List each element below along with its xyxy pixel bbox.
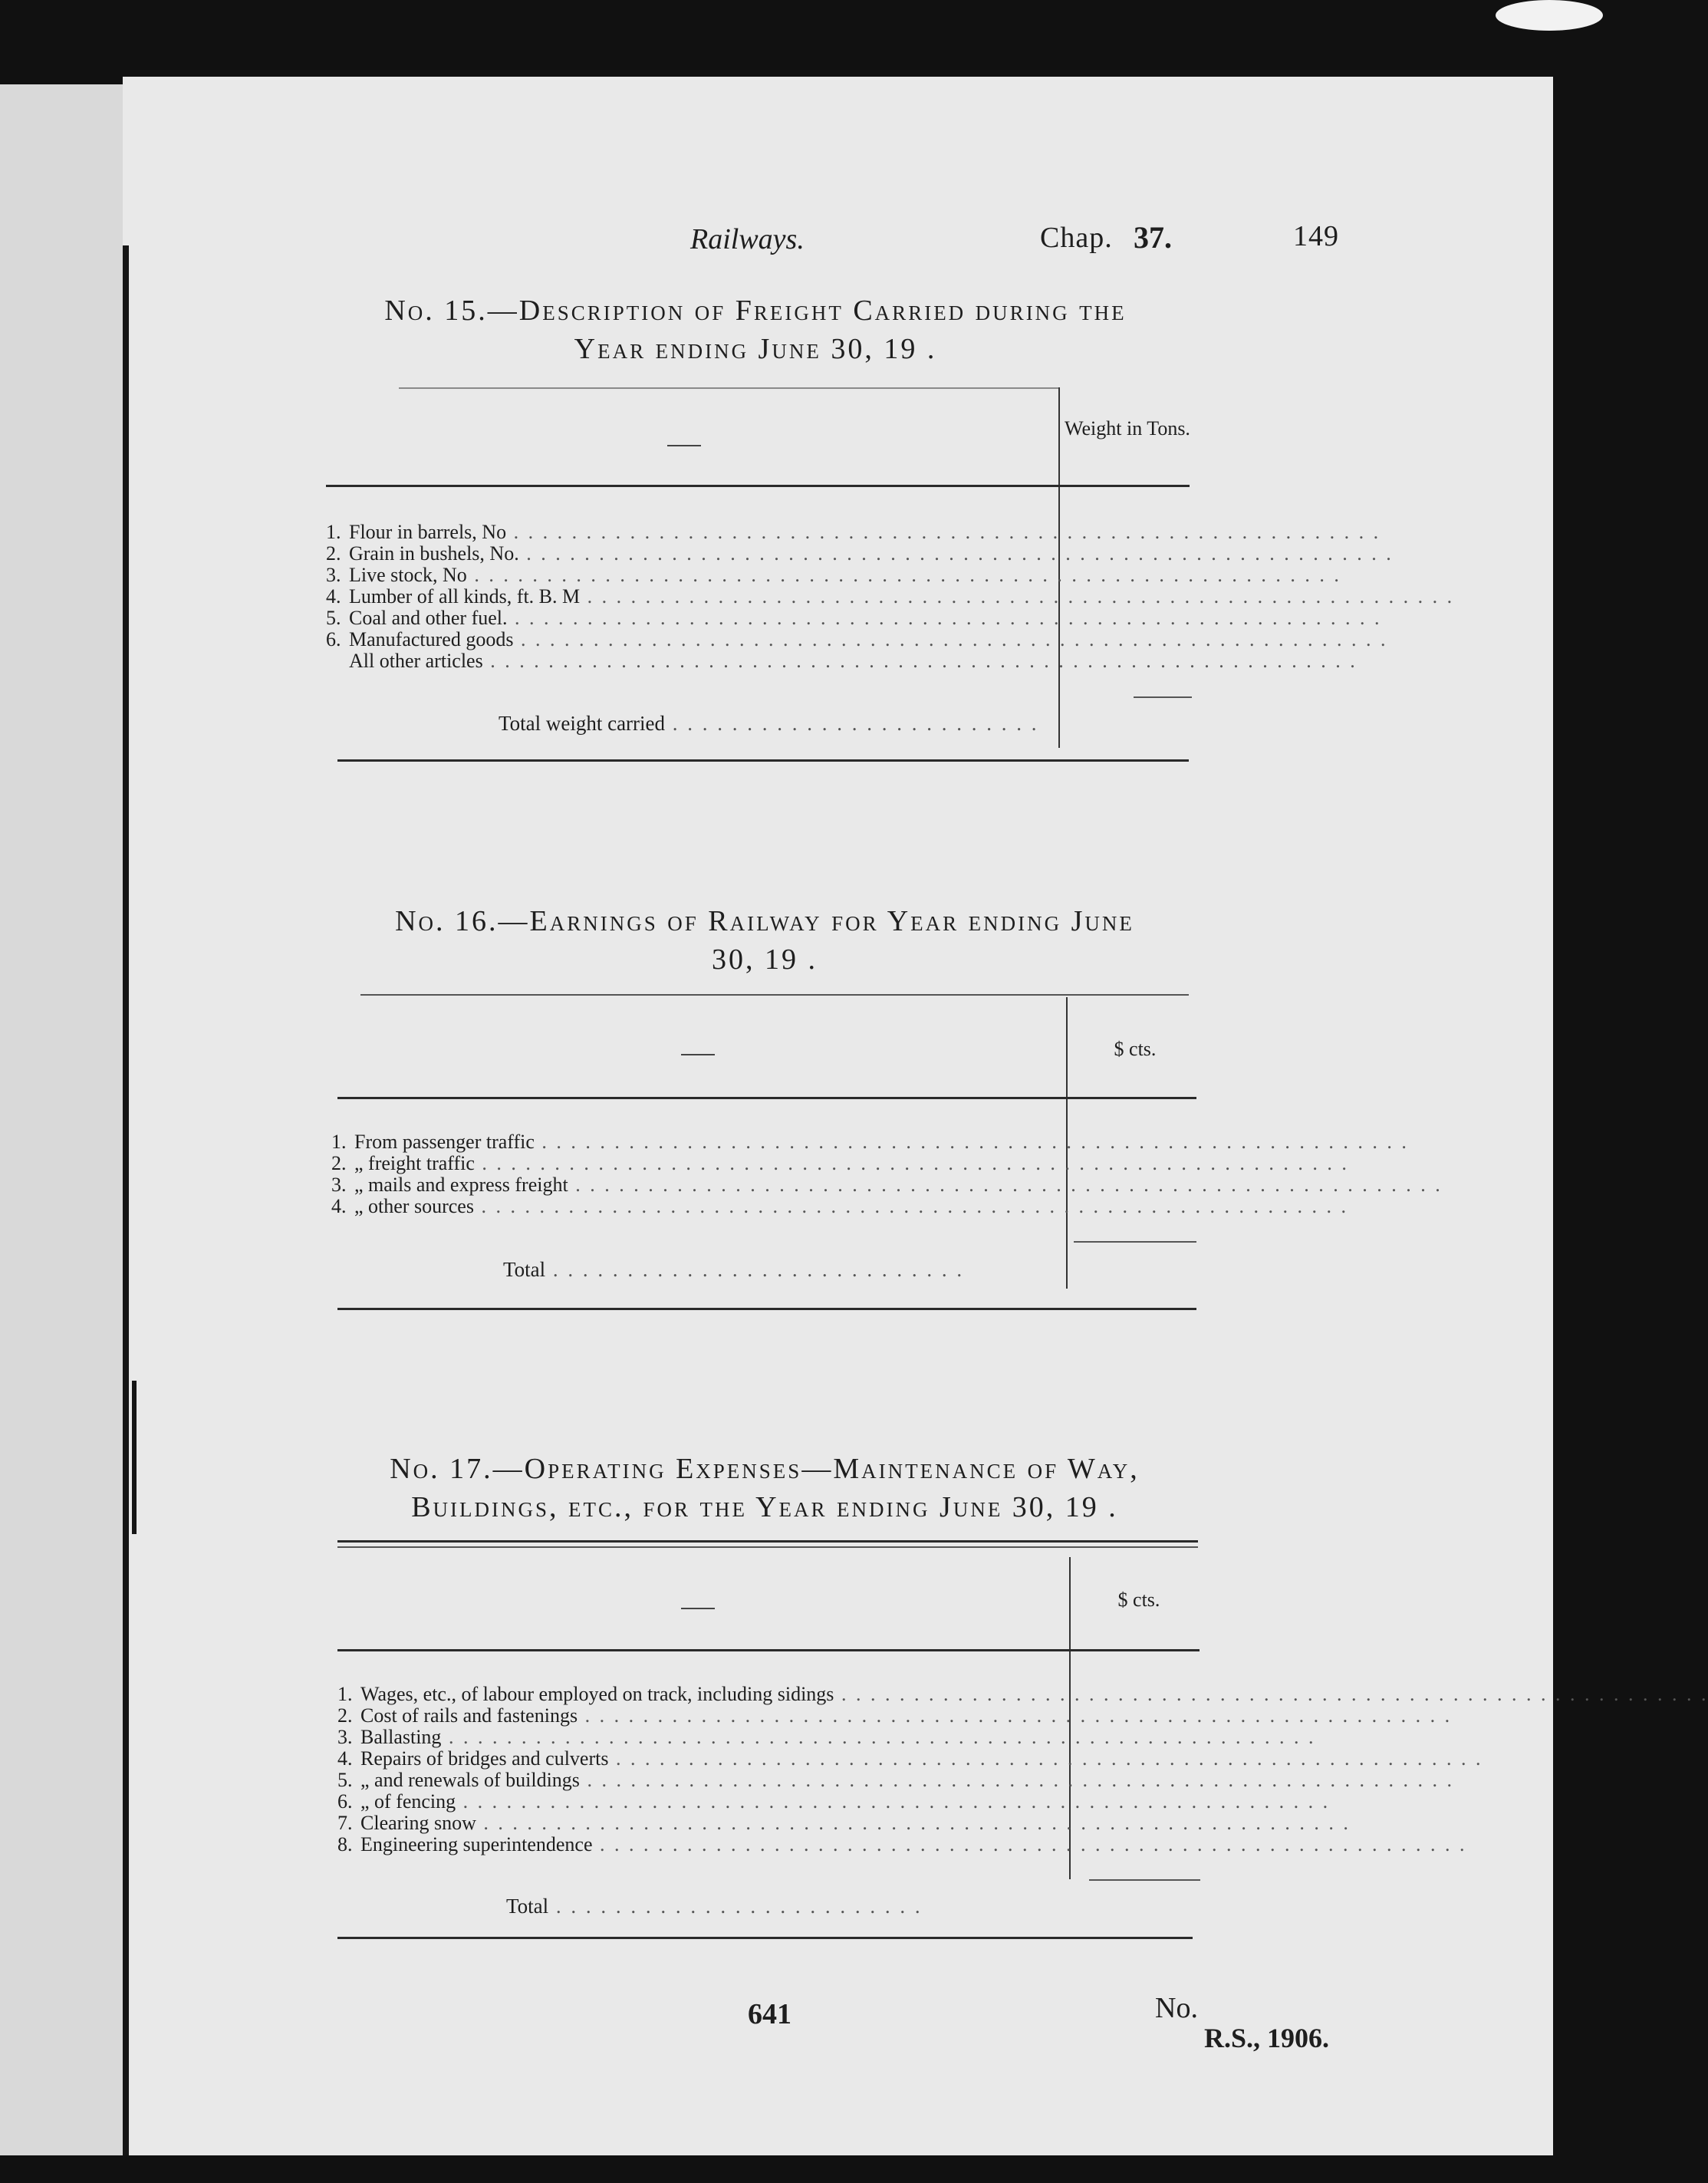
row-number: 3. [331,1174,347,1196]
table-17-value-header: $ cts. [1117,1589,1160,1611]
table-15-row [326,607,1382,629]
row-label: Clearing snow [360,1812,476,1834]
table-15-row [326,564,1341,586]
leader-dots: . . . . . . . . . . . . . . . . . . . . . . . . . . . . . . . . . . . . . . . . . . . . . . . . . . . . . . . . . . . . [568,1174,1443,1196]
table-15-bottom-rule [337,759,1189,762]
table-17-sum-rule [1089,1879,1200,1881]
row-label: Cost of rails and fastenings [360,1704,578,1727]
table-16-sum-rule [1074,1241,1196,1243]
table-15-header-rule [326,485,1190,487]
row-label: Engineering superintendence [360,1833,593,1855]
catchword: No. [1155,1992,1198,2024]
row-number: 5. [337,1769,353,1791]
leader-dots: . . . . . . . . . . . . . . . . . . . . . . . . . . . . . . . . . . . . . . . . . . . . . . . . . . . . . . . . . . . . [518,542,1394,565]
table-17-total: Total . . . . . . . . . . . . . . . . . . . . . . . . . [506,1895,923,1918]
binding-line [123,245,129,2155]
table-17-top-rule [337,1540,1198,1543]
table-15-row [326,585,1455,607]
table-16-total-label: Total [503,1258,546,1281]
leader-dots: . . . . . . . . . . . . . . . . . . . . . . . . . . . . . . . . . . . . . . . . . . . . . . . . . . . . . . . . . . . . [513,628,1388,650]
chapter-number: 37. [1134,220,1172,255]
row-label: Manufactured goods [349,628,514,650]
table-15-title-line2: Year ending June 30, 19 . [574,333,937,365]
row-label: „ and renewals of buildings [360,1769,580,1791]
row-label: Grain in bushels, No. [349,542,519,565]
leader-dots: . . . . . . . . . . . . . . . . . . . . . . . . . . . . . . . . . . . . . . . . . . . . . . . . . . . . . . . . . . . . [592,1833,1467,1855]
leader-dots: . . . . . . . . . . . . . . . . . . . . . . . . . . . . . . . . . . . . . . . . . . . . . . . . . . . . . . . . . . . . [507,607,1382,629]
row-label: „ freight traffic [354,1152,475,1174]
page-number: 149 [1293,220,1339,252]
row-number: 3. [337,1726,353,1748]
table-17-title-line2: Buildings, etc., for the Year ending June 30, 19 . [411,1491,1118,1523]
chapter-label: Chap. [1040,222,1113,254]
row-label: Live stock, No [349,564,467,586]
facing-page-edge [0,84,123,2155]
table-16-total: Total . . . . . . . . . . . . . . . . . . . . . . . . . . . . [503,1258,965,1281]
leader-dots: . . . . . . . . . . . . . . . . . . . . . . . . . . . . . . . . . . . . . . . . . . . . . . . . . . . . . . . . . . . . [441,1726,1316,1748]
row-number: 7. [337,1812,353,1834]
leader-dots: . . . . . . . . . . . . . . . . . . . . . . . . . . . . . . . . . . . . . . . . . . . . . . . . . . . . . . . . . . . . [473,1195,1348,1217]
table-15-total-label: Total weight carried [499,712,666,735]
table-16-header-rule [337,1097,1196,1099]
table-16-row [331,1174,1443,1196]
row-number: 4. [337,1747,353,1770]
table-16-rows [331,1131,1443,1217]
row-label: Lumber of all kinds, ft. B. M [349,585,581,607]
row-label: Coal and other fuel. [349,607,508,629]
table-17-row [337,1683,1708,1705]
row-label: „ of fencing [360,1790,456,1813]
row-number: 3. [326,564,341,586]
leader-dots: . . . . . . . . . . . . . . . . . . . . . . . . . . . . . . . . . . . . . . . . . . . . . . . . . . . . . . . . . . . . [482,650,1358,672]
table-17-bottom-rule [337,1937,1193,1939]
row-number: 4. [326,585,341,607]
row-label: Flour in barrels, No [349,521,507,543]
table-15-value-header: Weight in Tons. [1065,417,1190,440]
table-17-rows [337,1683,1708,1855]
leader-dots: . . . . . . . . . . . . . . . . . . . . . . . . . . . . . . . . . . . . . . . . . . . . . . . . . . . . . . . . . . . . [474,1152,1349,1174]
leader-dots: . . . . . . . . . . . . . . . . . . . . . . . . . . . . . . . . . . . . . . . . . . . . . . . . . . . . . . . . . . . . [834,1683,1708,1705]
table-17-top-rule-double [337,1546,1198,1548]
table-15-row [326,628,1388,650]
leader-dots: . . . . . . . . . . . . . . . . . . . . . . . . . . . . . . . . . . . . . . . . . . . . . . . . . . . . . . . . . . . . [579,1769,1454,1791]
row-number: 2. [331,1152,347,1174]
row-label: Ballasting [360,1726,442,1748]
row-label: Repairs of bridges and culverts [360,1747,609,1770]
signature-mark: 641 [748,1998,791,2030]
table-16-bottom-rule [337,1308,1196,1310]
table-16-row [331,1131,1409,1153]
leader-dots: . . . . . . . . . . . . . . . . . . . . . . . . . . . . . . . . . . . . . . . . . . . . . . . . . . . . . . . . . . . . [476,1812,1351,1834]
leader-dots: . . . . . . . . . . . . . . . . . . . . . . . . . . . . . . . . . . . . . . . . . . . . . . . . . . . . . . . . . . . . [506,521,1381,543]
row-label: „ other sources [354,1195,474,1217]
table-15-title-line1: No. 15.—Description of Freight Carried during the [384,295,1127,327]
row-number: 4. [331,1195,347,1217]
table-16-row [331,1152,1349,1174]
table-17-header-rule [337,1649,1200,1651]
table-16-title-line1: No. 16.—Earnings of Railway for Year ending June [395,905,1134,937]
row-number: 1. [326,521,341,543]
row-label: „ mails and express freight [354,1174,568,1196]
table-15-total: Total weight carried . . . . . . . . . . . . . . . . . . . . . . . . . [499,712,1039,735]
table-15-row [326,521,1381,543]
leader-dots: . . . . . . . . . . . . . . . . . . . . . . . . . . . . . . . . . . . . . . . . . . . . . . . . . . . . . . . . . . . . [466,564,1341,586]
row-label: From passenger traffic [354,1131,535,1153]
row-number: 6. [326,628,341,650]
table-17-row [337,1833,1467,1855]
row-number: 1. [331,1131,347,1153]
table-16-row [331,1195,1348,1217]
running-title: Railways. [690,223,805,255]
row-number: 5. [326,607,341,629]
row-label: All other articles [349,650,483,672]
leader-dots: . . . . . . . . . . . . . . . . . . . . . . . . . . . . . . . . . . . . . . . . . . . . . . . . . . . . . . . . . . . . [456,1790,1331,1813]
leader-dots: . . . . . . . . . . . . . . . . . . . . . . . . . . . . . . . . . . . . . . . . . . . . . . . . . . . . . . . . . . . . [578,1704,1453,1727]
table-17-row [337,1790,1331,1813]
row-number: 8. [337,1833,353,1855]
row-number: 2. [337,1704,353,1727]
table-17-total-label: Total [506,1895,549,1918]
binding-shadow [132,1381,137,1534]
table-15-top-rule [399,387,1058,389]
table-17-row [337,1769,1454,1791]
table-15-desc-header [667,445,701,446]
table-15-row [326,650,1358,672]
table-16-value-header: $ cts. [1114,1038,1157,1060]
table-17-row [337,1747,1483,1770]
table-17-title-line1: No. 17.—Operating Expenses—Maintenance of Way, [390,1453,1140,1485]
row-number: 6. [337,1790,353,1813]
table-16-top-rule [360,994,1189,996]
table-15-row [326,542,1394,565]
edition-note: R.S., 1906. [1204,2023,1330,2053]
scan-blot [1496,0,1603,31]
row-label: Wages, etc., of labour employed on track, including sidings [360,1683,834,1705]
table-17-desc-header [681,1608,715,1609]
table-17-row [337,1812,1351,1834]
table-17-row [337,1726,1316,1748]
table-15-sum-rule [1134,696,1192,698]
table-17-row [337,1704,1453,1727]
table-16-desc-header [681,1054,715,1055]
table-15-rows [326,521,1455,672]
leader-dots: . . . . . . . . . . . . . . . . . . . . . . . . . . . . . . . . . . . . . . . . . . . . . . . . . . . . . . . . . . . . [534,1131,1409,1153]
row-number: 1. [337,1683,353,1705]
leader-dots: . . . . . . . . . . . . . . . . . . . . . . . . . . . . . . . . . . . . . . . . . . . . . . . . . . . . . . . . . . . . [580,585,1455,607]
table-16-title-line2: 30, 19 . [712,943,818,976]
row-number: 2. [326,542,341,565]
leader-dots: . . . . . . . . . . . . . . . . . . . . . . . . . . . . . . . . . . . . . . . . . . . . . . . . . . . . . . . . . . . . [608,1747,1483,1770]
